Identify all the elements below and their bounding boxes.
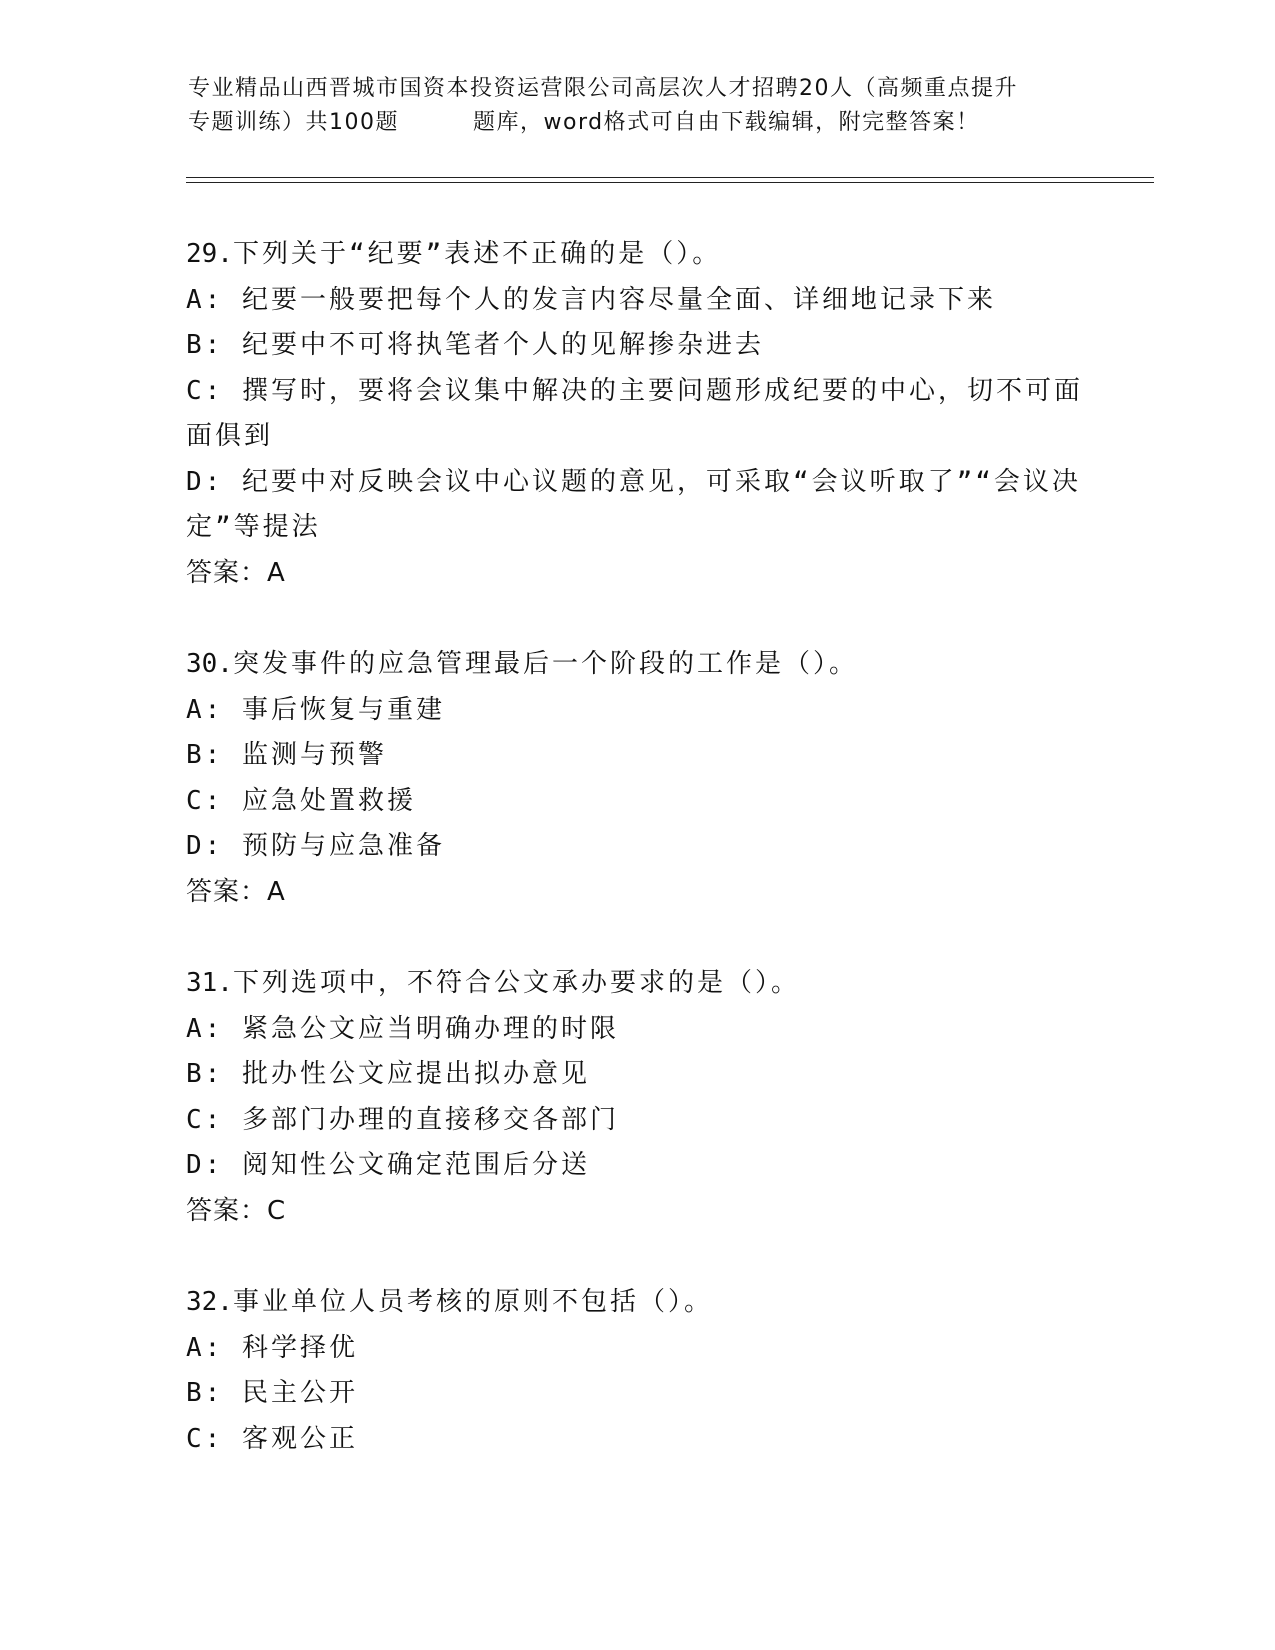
option-b: B: 民主公开 bbox=[186, 1378, 358, 1408]
question-text: 突发事件的应急管理最后一个阶段的工作是（）。 bbox=[232, 649, 858, 679]
question-stem bbox=[186, 232, 1086, 278]
question-30 bbox=[186, 642, 1086, 915]
header-line-1: 专业精品山西晋城市国资本投资运营限公司高层次人才招聘20人（高频重点提升 bbox=[188, 76, 1018, 101]
option-c: C: 应急处置救援 bbox=[186, 785, 416, 816]
question-text: 下列关于“纪要”表述不正确的是（）。 bbox=[232, 239, 722, 269]
option-b: B: 批办性公文应提出拟办意见 bbox=[186, 1059, 590, 1089]
answer: 答案：C bbox=[186, 1195, 287, 1226]
option-d: D: 阅知性公文确定范围后分送 bbox=[186, 1150, 590, 1180]
header-rule-top bbox=[186, 177, 1154, 178]
question-32 bbox=[186, 1280, 1086, 1462]
question-list bbox=[186, 232, 1086, 1508]
option-a: A: 紧急公文应当明确办理的时限 bbox=[186, 1013, 619, 1044]
question-stem bbox=[186, 642, 1086, 688]
question-stem bbox=[186, 1280, 1086, 1326]
question-29 bbox=[186, 232, 1086, 596]
question-number: 31. bbox=[186, 968, 233, 998]
option-c: C: 撰写时，要将会议集中解决的主要问题形成纪要的中心，切不可面面俱到 bbox=[186, 375, 1083, 451]
option-b: B: 监测与预警 bbox=[186, 740, 387, 770]
option-d: D: 预防与应急准备 bbox=[186, 831, 445, 861]
option-a: A: 事后恢复与重建 bbox=[186, 694, 445, 725]
header-line-2 bbox=[188, 106, 1088, 140]
header-line-2-left: 专题训练）共100题 bbox=[188, 110, 399, 135]
question-number: 29. bbox=[186, 239, 233, 269]
question-number: 32. bbox=[186, 1287, 233, 1317]
option-c: C: 客观公正 bbox=[186, 1423, 358, 1454]
header-rule-bottom bbox=[186, 182, 1154, 183]
answer: 答案：A bbox=[186, 876, 286, 907]
question-31 bbox=[186, 961, 1086, 1234]
option-c: C: 多部门办理的直接移交各部门 bbox=[186, 1104, 619, 1135]
option-a: A: 科学择优 bbox=[186, 1332, 358, 1363]
option-b: B: 纪要中不可将执笔者个人的见解掺杂进去 bbox=[186, 330, 764, 360]
question-number: 30. bbox=[186, 649, 233, 679]
option-a: A: 纪要一般要把每个人的发言内容尽量全面、详细地记录下来 bbox=[186, 284, 996, 315]
option-d: D: 纪要中对反映会议中心议题的意见，可采取“会议听取了”“会议决定”等提法 bbox=[186, 466, 1081, 542]
question-text: 事业单位人员考核的原则不包括（）。 bbox=[232, 1287, 713, 1317]
question-text: 下列选项中，不符合公文承办要求的是（）。 bbox=[232, 968, 800, 998]
header-line-2-right: 题库，word格式可自由下载编辑，附完整答案！ bbox=[473, 110, 980, 135]
document-header bbox=[188, 72, 1088, 140]
answer: 答案：A bbox=[186, 557, 286, 588]
question-stem bbox=[186, 961, 1086, 1007]
